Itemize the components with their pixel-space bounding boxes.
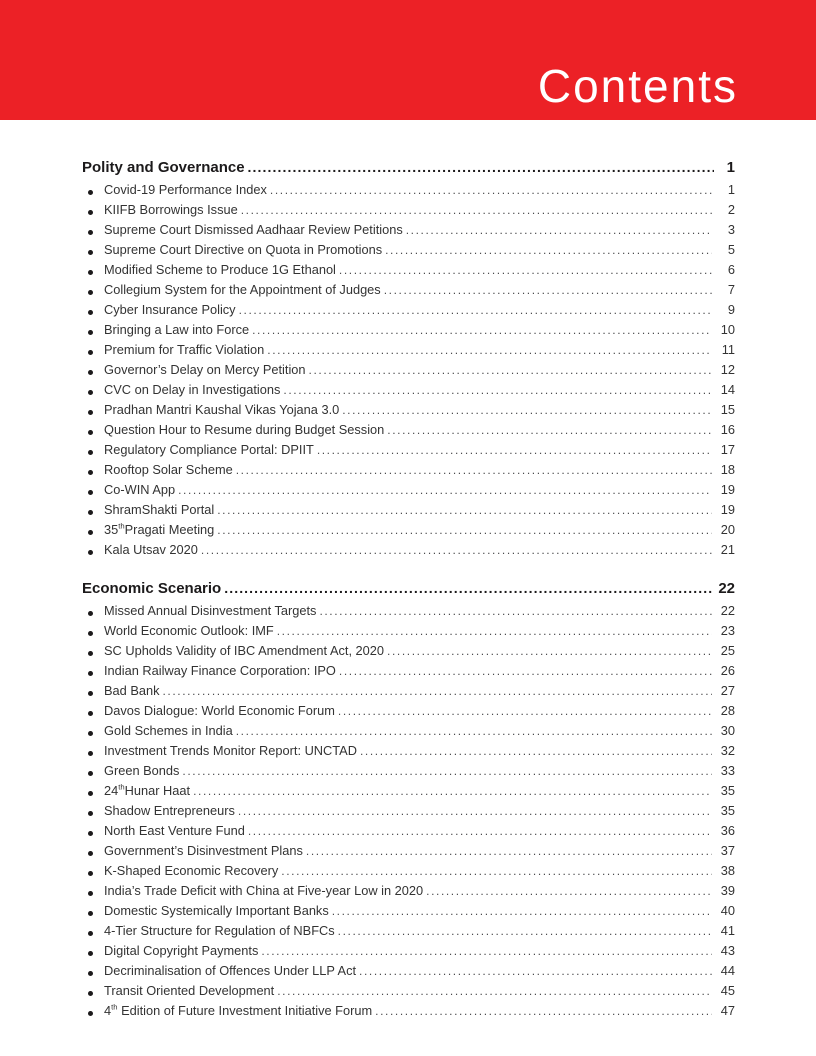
toc-item-row bbox=[88, 883, 735, 903]
dot-leader bbox=[163, 683, 713, 698]
bullet-icon bbox=[88, 370, 93, 375]
toc-item-label: SC Upholds Validity of IBC Amendment Act, 2020 bbox=[104, 643, 385, 658]
header-banner bbox=[0, 0, 816, 120]
toc-item-label: Domestic Systemically Important Banks bbox=[104, 903, 329, 918]
toc-item-label: 4-Tier Structure for Regulation of NBFCs bbox=[104, 923, 335, 938]
toc-item-row bbox=[88, 442, 735, 462]
bullet-icon bbox=[88, 891, 93, 896]
bullet-icon bbox=[88, 210, 93, 215]
bullet-icon bbox=[88, 971, 93, 976]
toc-item-page-number: 14 bbox=[720, 382, 735, 397]
toc-item-label: ShramShakti Portal bbox=[104, 502, 215, 517]
bullet-icon bbox=[88, 951, 93, 956]
toc-item-page-number: 47 bbox=[720, 1003, 735, 1018]
toc-item-label: Collegium System for the Appointment of Judges bbox=[104, 282, 381, 297]
toc-item-label: Gold Schemes in India bbox=[104, 723, 233, 738]
toc-item-label: Governor’s Delay on Mercy Petition bbox=[104, 362, 306, 377]
dot-leader bbox=[306, 843, 712, 858]
toc-item-label: KIIFB Borrowings Issue bbox=[104, 202, 238, 217]
bullet-icon bbox=[88, 651, 93, 656]
dot-leader bbox=[339, 262, 712, 277]
toc-item-label: Question Hour to Resume during Budget Session bbox=[104, 422, 385, 437]
toc-item-row bbox=[88, 843, 735, 863]
dot-leader bbox=[309, 362, 712, 377]
toc-item-page-number: 1 bbox=[727, 182, 735, 197]
toc-item-label: Bringing a Law into Force bbox=[104, 322, 250, 337]
toc-item-label: Investment Trends Monitor Report: UNCTAD bbox=[104, 743, 357, 758]
toc-item-row bbox=[88, 402, 735, 422]
dot-leader bbox=[317, 442, 712, 457]
toc-item-page-number: 23 bbox=[720, 623, 735, 638]
toc-item-label: Regulatory Compliance Portal: DPIIT bbox=[104, 442, 314, 457]
toc-item-row bbox=[88, 803, 735, 823]
toc-item-page-number: 19 bbox=[720, 482, 735, 497]
toc-item-page-number: 35 bbox=[720, 803, 735, 818]
toc-item-row bbox=[88, 643, 735, 663]
dot-leader bbox=[238, 803, 712, 818]
dot-leader bbox=[217, 502, 712, 517]
toc-item-page-number: 38 bbox=[720, 863, 735, 878]
toc-item-row bbox=[88, 963, 735, 983]
bullet-icon bbox=[88, 230, 93, 235]
toc-item-row bbox=[88, 362, 735, 382]
section-items bbox=[82, 603, 735, 1023]
bullet-icon bbox=[88, 270, 93, 275]
bullet-icon bbox=[88, 791, 93, 796]
toc-item-page-number: 37 bbox=[720, 843, 735, 858]
toc-item-label: Premium for Traffic Violation bbox=[104, 342, 265, 357]
toc-item-row bbox=[88, 182, 735, 202]
toc-item-page-number: 32 bbox=[720, 743, 735, 758]
toc-item-row bbox=[88, 522, 735, 542]
bullet-icon bbox=[88, 1011, 93, 1016]
toc-item-page-number: 20 bbox=[720, 522, 735, 537]
toc-item-page-number: 19 bbox=[720, 502, 735, 517]
dot-leader bbox=[338, 923, 712, 938]
toc-item-row bbox=[88, 743, 735, 763]
toc-item-page-number: 41 bbox=[720, 923, 735, 938]
bullet-icon bbox=[88, 350, 93, 355]
dot-leader bbox=[339, 663, 712, 678]
dot-leader bbox=[270, 182, 712, 197]
toc-item-page-number: 39 bbox=[720, 883, 735, 898]
toc-item-row bbox=[88, 943, 735, 963]
toc-item-row bbox=[88, 222, 735, 242]
dot-leader bbox=[217, 522, 712, 537]
toc-item-row bbox=[88, 603, 735, 623]
page-title: Contents bbox=[537, 60, 738, 112]
toc-item-page-number: 3 bbox=[727, 222, 735, 237]
toc-item-row bbox=[88, 242, 735, 262]
toc-item-label: Indian Railway Finance Corporation: IPO bbox=[104, 663, 336, 678]
dot-leader bbox=[277, 623, 712, 638]
dot-leader bbox=[342, 402, 712, 417]
toc-item-row bbox=[88, 202, 735, 222]
bullet-icon bbox=[88, 611, 93, 616]
toc-item-label: World Economic Outlook: IMF bbox=[104, 623, 274, 638]
dot-leader bbox=[182, 763, 712, 778]
dot-leader bbox=[267, 342, 712, 357]
toc-section bbox=[82, 577, 735, 1023]
dot-leader bbox=[359, 963, 712, 978]
section-title: Polity and Governance bbox=[82, 159, 245, 176]
toc-item-row bbox=[88, 322, 735, 342]
toc-item-row bbox=[88, 703, 735, 723]
toc-item-label: Modified Scheme to Produce 1G Ethanol bbox=[104, 262, 336, 277]
toc-item-label: Covid-19 Performance Index bbox=[104, 182, 267, 197]
toc-item-row bbox=[88, 382, 735, 402]
toc-item-row bbox=[88, 262, 735, 282]
toc-item-row bbox=[88, 462, 735, 482]
toc-item-label: Government’s Disinvestment Plans bbox=[104, 843, 303, 858]
bullet-icon bbox=[88, 851, 93, 856]
toc-item-label: Davos Dialogue: World Economic Forum bbox=[104, 703, 335, 718]
bullet-icon bbox=[88, 290, 93, 295]
toc-item-label: 35thPragati Meeting bbox=[104, 521, 215, 537]
toc-item-row bbox=[88, 763, 735, 783]
bullet-icon bbox=[88, 190, 93, 195]
bullet-icon bbox=[88, 911, 93, 916]
toc-item-label: North East Venture Fund bbox=[104, 823, 245, 838]
toc-item-row bbox=[88, 302, 735, 322]
bullet-icon bbox=[88, 991, 93, 996]
dot-leader bbox=[248, 156, 714, 179]
toc-item-page-number: 45 bbox=[720, 983, 735, 998]
toc-item-label: K-Shaped Economic Recovery bbox=[104, 863, 279, 878]
toc-item-label: Supreme Court Directive on Quota in Promotions bbox=[104, 242, 383, 257]
dot-leader bbox=[387, 643, 712, 658]
bullet-icon bbox=[88, 470, 93, 475]
dot-leader bbox=[283, 382, 712, 397]
bullet-icon bbox=[88, 811, 93, 816]
toc-item-page-number: 18 bbox=[720, 462, 735, 477]
toc-item-row bbox=[88, 482, 735, 502]
bullet-icon bbox=[88, 250, 93, 255]
bullet-icon bbox=[88, 330, 93, 335]
toc-item-row bbox=[88, 683, 735, 703]
toc-item-label: CVC on Delay in Investigations bbox=[104, 382, 281, 397]
bullet-icon bbox=[88, 771, 93, 776]
toc-item-page-number: 16 bbox=[720, 422, 735, 437]
dot-leader bbox=[193, 783, 712, 798]
toc-item-label: Digital Copyright Payments bbox=[104, 943, 259, 958]
toc-item-row bbox=[88, 923, 735, 943]
bullet-icon bbox=[88, 390, 93, 395]
bullet-icon bbox=[88, 410, 93, 415]
bullet-icon bbox=[88, 831, 93, 836]
bullet-icon bbox=[88, 751, 93, 756]
toc-item-label: Transit Oriented Development bbox=[104, 983, 275, 998]
toc-item-page-number: 22 bbox=[720, 603, 735, 618]
toc-section bbox=[82, 156, 735, 562]
toc-item-row bbox=[88, 863, 735, 883]
toc-item-page-number: 28 bbox=[720, 703, 735, 718]
section-heading-row bbox=[82, 577, 735, 600]
toc-item-page-number: 17 bbox=[720, 442, 735, 457]
toc-item-page-number: 5 bbox=[727, 242, 735, 257]
toc-item-page-number: 10 bbox=[720, 322, 735, 337]
toc-item-label: Cyber Insurance Policy bbox=[104, 302, 236, 317]
toc-item-page-number: 30 bbox=[720, 723, 735, 738]
toc-item-row bbox=[88, 1003, 735, 1023]
dot-leader bbox=[319, 603, 712, 618]
dot-leader bbox=[332, 903, 712, 918]
toc-item-page-number: 15 bbox=[720, 402, 735, 417]
toc-item-page-number: 12 bbox=[720, 362, 735, 377]
bullet-icon bbox=[88, 871, 93, 876]
section-title: Economic Scenario bbox=[82, 580, 222, 597]
toc-item-page-number: 11 bbox=[721, 342, 735, 357]
bullet-icon bbox=[88, 430, 93, 435]
bullet-icon bbox=[88, 731, 93, 736]
dot-leader bbox=[426, 883, 712, 898]
toc-item-label: 4th Edition of Future Investment Initiative Forum bbox=[104, 1002, 373, 1018]
toc-item-label: Shadow Entrepreneurs bbox=[104, 803, 235, 818]
section-page-number: 1 bbox=[726, 159, 735, 176]
toc-item-page-number: 21 bbox=[720, 542, 735, 557]
dot-leader bbox=[384, 282, 712, 297]
bullet-icon bbox=[88, 931, 93, 936]
toc-item-row bbox=[88, 983, 735, 1003]
toc-item-page-number: 9 bbox=[727, 302, 735, 317]
dot-leader bbox=[236, 462, 712, 477]
toc-item-page-number: 40 bbox=[720, 903, 735, 918]
dot-leader bbox=[360, 743, 712, 758]
toc-item-label: Kala Utsav 2020 bbox=[104, 542, 198, 557]
toc-item-page-number: 36 bbox=[720, 823, 735, 838]
dot-leader bbox=[281, 863, 712, 878]
dot-leader bbox=[387, 422, 712, 437]
toc-item-page-number: 44 bbox=[720, 963, 735, 978]
dot-leader bbox=[248, 823, 712, 838]
toc-item-row bbox=[88, 542, 735, 562]
toc-item-page-number: 7 bbox=[727, 282, 735, 297]
bullet-icon bbox=[88, 691, 93, 696]
toc-item-label: Supreme Court Dismissed Aadhaar Review Petitions bbox=[104, 222, 403, 237]
dot-leader bbox=[224, 577, 714, 600]
toc-item-row bbox=[88, 723, 735, 743]
bullet-icon bbox=[88, 450, 93, 455]
toc-item-label: Decriminalisation of Offences Under LLP Act bbox=[104, 963, 357, 978]
toc-item-page-number: 25 bbox=[720, 643, 735, 658]
toc-item-label: Bad Bank bbox=[104, 683, 160, 698]
bullet-icon bbox=[88, 530, 93, 535]
toc-item-row bbox=[88, 502, 735, 522]
toc-item-row bbox=[88, 623, 735, 643]
table-of-contents bbox=[0, 120, 816, 1023]
dot-leader bbox=[252, 322, 712, 337]
toc-item-page-number: 26 bbox=[720, 663, 735, 678]
dot-leader bbox=[201, 542, 712, 557]
bullet-icon bbox=[88, 490, 93, 495]
toc-item-label: Pradhan Mantri Kaushal Vikas Yojana 3.0 bbox=[104, 402, 340, 417]
dot-leader bbox=[178, 482, 712, 497]
toc-item-label: Co-WIN App bbox=[104, 482, 176, 497]
toc-item-page-number: 35 bbox=[720, 783, 735, 798]
toc-item-label: Green Bonds bbox=[104, 763, 180, 778]
bullet-icon bbox=[88, 310, 93, 315]
toc-item-row bbox=[88, 903, 735, 923]
toc-item-row bbox=[88, 663, 735, 683]
bullet-icon bbox=[88, 550, 93, 555]
toc-item-page-number: 33 bbox=[720, 763, 735, 778]
dot-leader bbox=[277, 983, 712, 998]
toc-item-label: India’s Trade Deficit with China at Five-year Low in 2020 bbox=[104, 883, 424, 898]
section-heading-row bbox=[82, 156, 735, 179]
dot-leader bbox=[338, 703, 712, 718]
section-page-number: 22 bbox=[718, 580, 735, 597]
toc-item-label: Missed Annual Disinvestment Targets bbox=[104, 603, 317, 618]
toc-item-row bbox=[88, 783, 735, 803]
toc-item-page-number: 2 bbox=[727, 202, 735, 217]
toc-item-row bbox=[88, 342, 735, 362]
toc-item-row bbox=[88, 823, 735, 843]
toc-item-row bbox=[88, 282, 735, 302]
dot-leader bbox=[241, 202, 712, 217]
toc-item-label: 24thHunar Haat bbox=[104, 782, 191, 798]
toc-item-page-number: 6 bbox=[727, 262, 735, 277]
dot-leader bbox=[385, 242, 712, 257]
toc-item-label: Rooftop Solar Scheme bbox=[104, 462, 233, 477]
section-items bbox=[82, 182, 735, 562]
bullet-icon bbox=[88, 671, 93, 676]
bullet-icon bbox=[88, 510, 93, 515]
dot-leader bbox=[406, 222, 712, 237]
dot-leader bbox=[236, 723, 712, 738]
bullet-icon bbox=[88, 631, 93, 636]
dot-leader bbox=[239, 302, 712, 317]
toc-item-page-number: 27 bbox=[720, 683, 735, 698]
bullet-icon bbox=[88, 711, 93, 716]
dot-leader bbox=[261, 943, 712, 958]
dot-leader bbox=[375, 1003, 712, 1018]
toc-item-row bbox=[88, 422, 735, 442]
toc-item-page-number: 43 bbox=[720, 943, 735, 958]
